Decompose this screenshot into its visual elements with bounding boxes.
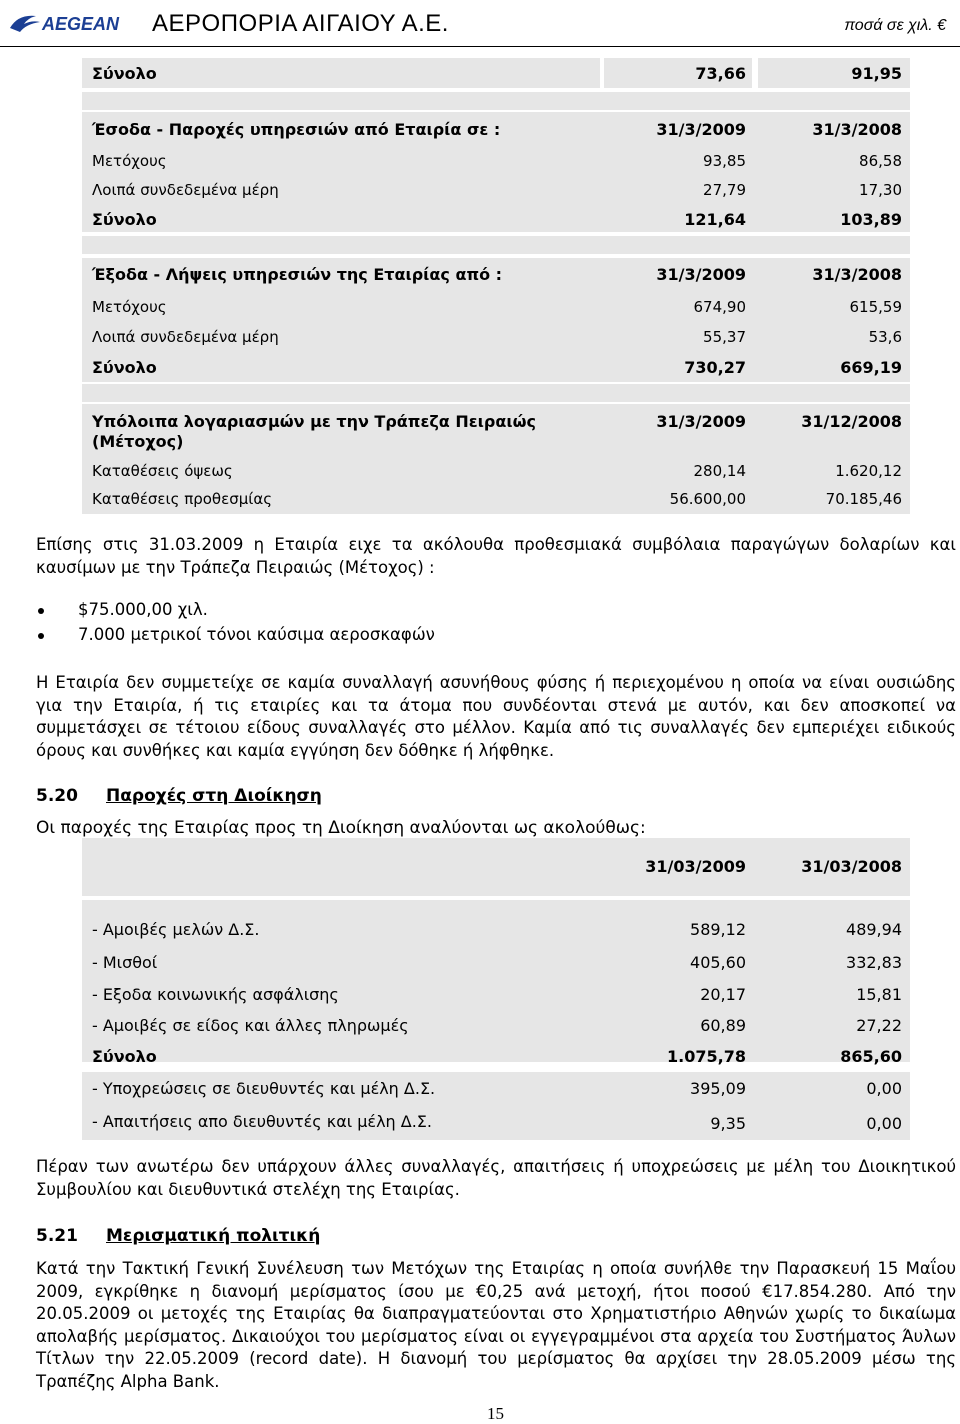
row-label: - Απαιτήσεις απο διευθυντές και μέλη Δ.Σ. <box>92 1112 432 1131</box>
value-cell: 730,27 <box>684 358 746 377</box>
heading-line: Υπόλοιπα λογαριασμών με την Τράπεζα Πειραιώς <box>92 412 536 431</box>
text-line: Πέραν των ανωτέρω δεν υπάρχουν άλλες συναλλαγές, απαιτήσεις ή υποχρεώσεις με μέλη του Διοικητικού <box>36 1157 956 1176</box>
value-cell: 1.620,12 <box>835 462 902 480</box>
aegean-logo <box>6 8 132 38</box>
value-cell: 15,81 <box>856 985 902 1004</box>
col-header: 31/3/2009 <box>656 412 746 431</box>
value-cell: 53,6 <box>868 328 902 346</box>
row-label: Σύνολο <box>92 358 157 377</box>
text-line: καυσίμων με την Τράπεζα Πειραιώς (Μέτοχος) : <box>36 557 435 577</box>
page-header <box>0 0 960 47</box>
mgmt-note-paragraph <box>36 1156 956 1201</box>
value-cell: 93,85 <box>703 152 746 170</box>
row-label: Σύνολο <box>92 1047 157 1066</box>
section-intro: Οι παροχές της Εταιρίας προς τη Διοίκηση αναλύονται ως ακολούθως: <box>36 818 646 838</box>
text-line: για την Εταιρία, ή τις εταιρίες και τα άτομα που συνδέονται στενά με αυτόν, και δεν αποσκοπεί να <box>36 695 956 715</box>
shade-spacer <box>82 236 910 254</box>
text-line: όρους και συνθήκες και καμία εγγύηση δεν δόθηκε ή λήφθηκε. <box>36 740 555 760</box>
col-header: 31/12/2008 <box>801 412 902 431</box>
brand-text: AEGEAN <box>42 14 120 34</box>
value-cell: 27,22 <box>856 1016 902 1035</box>
value-cell: 20,17 <box>700 985 746 1004</box>
text-line: Τίτλων την 22.05.2009 (record date). Η διανομή του μερίσματος θα αρχίσει την 28.05.2009 μέσω της <box>36 1349 956 1368</box>
row-label: - Αμοιβές μελών Δ.Σ. <box>92 920 260 939</box>
text-line: Η Εταιρία δεν συμμετείχε σε καμία συναλλαγή ασυνήθους φύσης ή περιεχομένου η οποία να είναι ουσιώδης <box>36 673 956 692</box>
section-number: 5.21 <box>36 1226 78 1246</box>
row-label: - Υποχρεώσεις σε διευθυντές και μέλη Δ.Σ. <box>92 1079 436 1098</box>
value-cell: 0,00 <box>866 1114 902 1133</box>
value-cell: 489,94 <box>846 920 902 939</box>
value-cell: 56.600,00 <box>669 490 746 508</box>
value-cell: 395,09 <box>690 1079 746 1098</box>
col-header: 31/03/2008 <box>801 857 902 876</box>
value-cell: 332,83 <box>846 953 902 972</box>
col-header: 31/03/2009 <box>645 857 746 876</box>
text-line: Συμβουλίου και διευθυντικά στελέχη της Εταιρίας. <box>36 1179 460 1199</box>
unusual-transactions-paragraph <box>36 672 956 762</box>
col-header: 31/3/2009 <box>656 265 746 284</box>
value-cell: 589,12 <box>690 920 746 939</box>
value-2008: 91,95 <box>851 64 902 83</box>
value-cell: 9,35 <box>710 1114 746 1133</box>
col-header: 31/3/2008 <box>812 265 902 284</box>
value-cell: 865,60 <box>840 1047 902 1066</box>
list-item: 7.000 μετρικοί τόνοι καύσιμα αεροσκαφών <box>78 625 435 644</box>
section-heading <box>36 786 322 806</box>
value-cell: 280,14 <box>693 462 746 480</box>
expenses-heading: Έξοδα - Λήψεις υπηρεσιών της Εταιρίας από : <box>92 265 503 284</box>
text-line: συμμετάσχει σε τέτοιου είδους συναλλαγές στο μέλλον. Καμία από τις συναλλαγές δεν εμπεριέχει ειδικούς <box>36 718 956 737</box>
value-cell: 1.075,78 <box>667 1047 746 1066</box>
row-label: Καταθέσεις προθεσμίας <box>92 490 273 508</box>
section-number: 5.20 <box>36 786 78 806</box>
units-note: ποσά σε χιλ. € <box>844 17 946 34</box>
value-cell: 121,64 <box>684 210 746 229</box>
shade-spacer <box>82 384 910 402</box>
col-header: 31/3/2009 <box>656 120 746 139</box>
value-cell: 669,19 <box>840 358 902 377</box>
value-cell: 27,79 <box>703 181 746 199</box>
row-label: Λοιπά συνδεδεμένα μέρη <box>92 181 279 199</box>
value-cell: 674,90 <box>693 298 746 316</box>
shade-cell <box>82 58 600 88</box>
page-number: 15 <box>487 1404 504 1423</box>
row-label: - Αμοιβές σε είδος και άλλες πληρωμές <box>92 1016 409 1035</box>
balances-heading <box>92 412 536 452</box>
row-label: - Μισθοί <box>92 953 158 972</box>
derivatives-paragraph <box>36 534 956 579</box>
row-label: Μετόχους <box>92 152 167 170</box>
value-cell: 86,58 <box>859 152 902 170</box>
heading-line: (Μέτοχος) <box>92 432 184 451</box>
value-cell: 405,60 <box>690 953 746 972</box>
value-cell: 0,00 <box>866 1079 902 1098</box>
value-cell: 615,59 <box>849 298 902 316</box>
value-2009: 73,66 <box>695 64 746 83</box>
row-label: - Εξοδα κοινωνικής ασφάλισης <box>92 985 339 1004</box>
text-line: Κατά την Τακτική Γενική Συνέλευση των Μετόχων της Εταιρίας η οποία συνήλθε την Παρασκευή 15 Μαΐου <box>36 1259 956 1278</box>
company-name: ΑΕΡΟΠΟΡΙΑ ΑΙΓΑΙΟΥ Α.Ε. <box>152 10 449 37</box>
value-cell: 70.185,46 <box>825 490 902 508</box>
shade-spacer <box>82 92 910 110</box>
row-label: Σύνολο <box>92 64 157 83</box>
text-line: Τραπέζης Alpha Bank. <box>36 1371 220 1391</box>
row-label: Λοιπά συνδεδεμένα μέρη <box>92 328 279 346</box>
row-label: Καταθέσεις όψεως <box>92 462 233 480</box>
list-item: $75.000,00 χιλ. <box>78 600 208 619</box>
row-label: Σύνολο <box>92 210 157 229</box>
dividend-paragraph <box>36 1258 956 1393</box>
text-line: 20.05.2009 οι μετοχές της Εταιρίας θα διαπραγματεύονται στο Χρηματιστήριο Αθηνών χωρίς το δικαίωμα <box>36 1304 956 1323</box>
value-cell: 55,37 <box>703 328 746 346</box>
value-cell: 60,89 <box>700 1016 746 1035</box>
section-title: Παροχές στη Διοίκηση <box>106 786 322 806</box>
section-title: Μερισματική πολιτική <box>106 1226 321 1246</box>
col-header: 31/3/2008 <box>812 120 902 139</box>
text-line: απολαβής μερίσματος. Δικαιούχοι του μερίσματος είναι οι εγγεγραμμένοι στα αρχεία του Συστήματος Άυλων <box>36 1326 956 1346</box>
value-cell: 17,30 <box>859 181 902 199</box>
mgmt-header-bg <box>82 838 910 896</box>
text-line: Επίσης στις 31.03.2009 η Εταιρία ειχε τα ακόλουθα προθεσμιακά συμβόλαια παραγώγων δολαρίων και <box>36 535 956 554</box>
text-line: 2009, εγκρίθηκε η διανομή μερίσματος ίσου με €0,25 ανά μετοχή, ήτοι ποσού €17.854.280. Από την <box>36 1281 956 1301</box>
value-cell: 103,89 <box>840 210 902 229</box>
income-heading: Έσοδα - Παροχές υπηρεσιών από Εταιρία σε : <box>92 120 501 139</box>
section-heading <box>36 1226 320 1246</box>
row-label: Μετόχους <box>92 298 167 316</box>
